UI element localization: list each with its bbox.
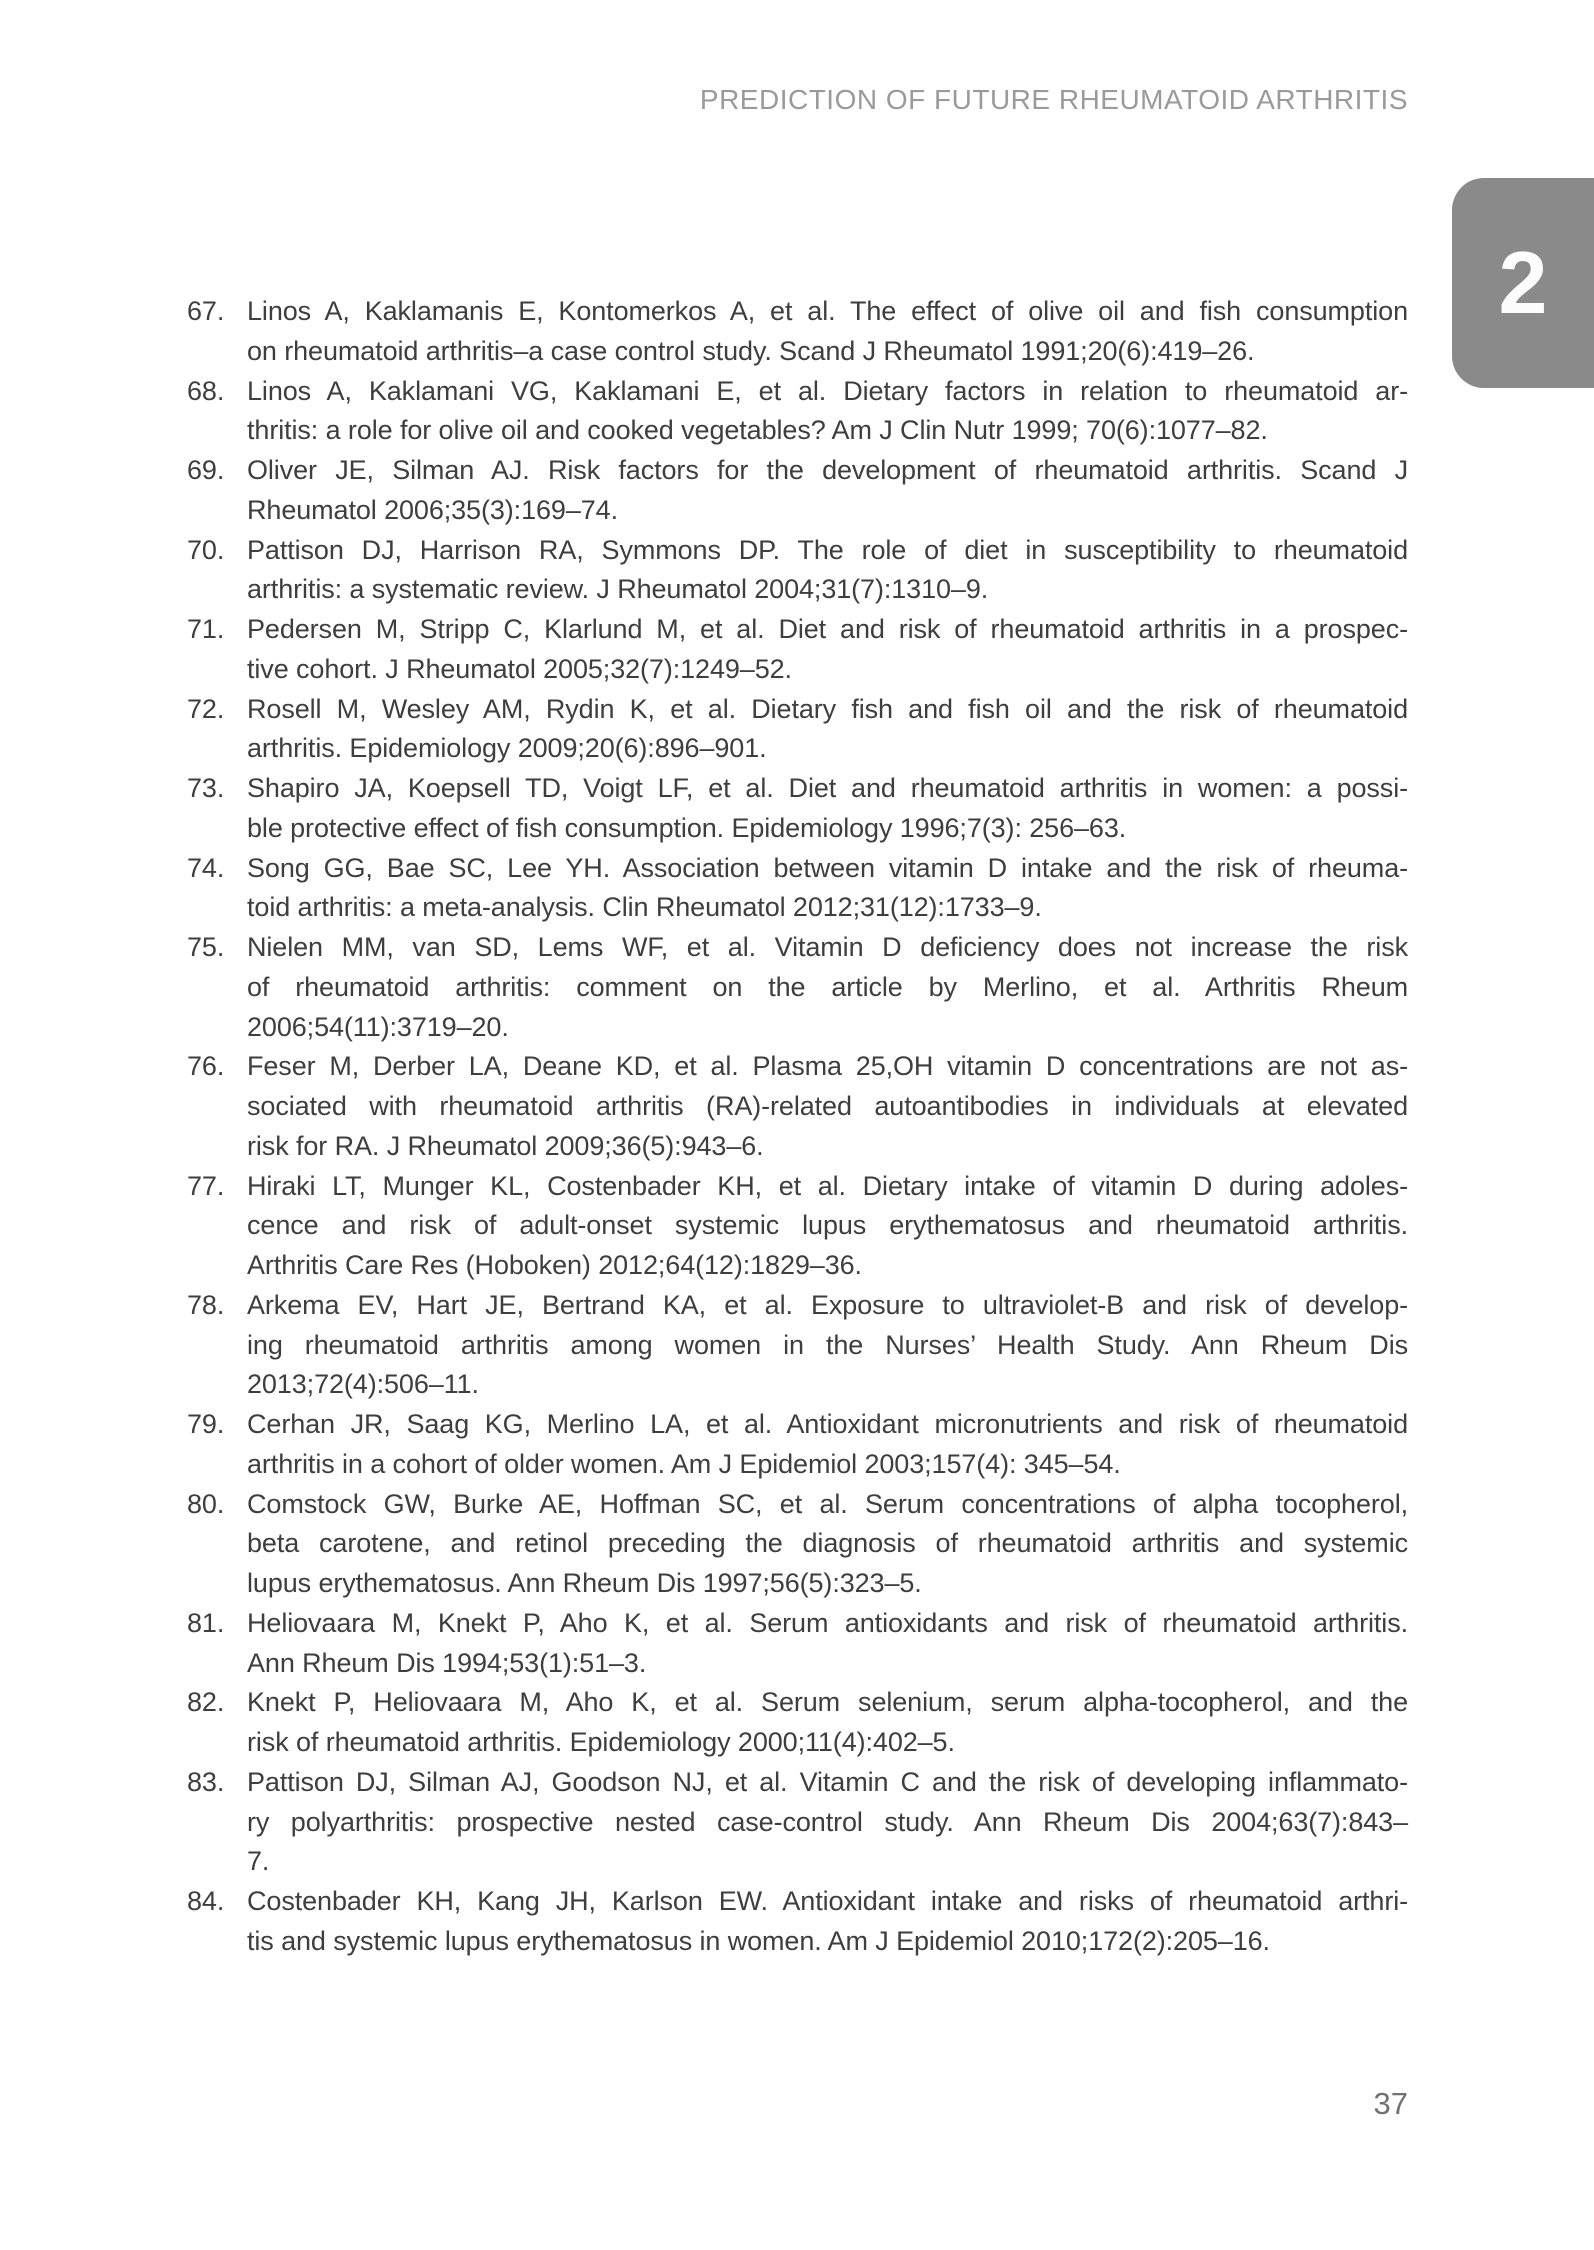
reference-text — [247, 531, 1408, 611]
reference-number: 77. — [187, 1170, 225, 1201]
reference-text — [247, 372, 1408, 452]
reference-line: Rosell M, Wesley AM, Rydin K, et al. Dietary fish and fish oil and the risk of rheumatoid — [247, 693, 1408, 724]
reference-line: thritis: a role for olive oil and cooked vegetables? Am J Clin Nutr 1999; 70(6):1077–82. — [247, 415, 1268, 446]
reference-line: Pattison DJ, Harrison RA, Symmons DP. The role of diet in susceptibility to rheumatoid — [247, 534, 1408, 565]
reference-line: lupus erythematosus. Ann Rheum Dis 1997;56(5):323–5. — [247, 1568, 922, 1598]
reference-line: Heliovaara M, Knekt P, Aho K, et al. Serum antioxidants and risk of rheumatoid arthritis. — [247, 1607, 1408, 1638]
reference-line: Arkema EV, Hart JE, Bertrand KA, et al. Exposure to ultraviolet-B and risk of develop- — [247, 1289, 1408, 1320]
chapter-number: 2 — [1498, 233, 1548, 332]
reference-item — [187, 292, 1408, 372]
reference-line: risk of rheumatoid arthritis. Epidemiology 2000;11(4):402–5. — [247, 1727, 955, 1757]
reference-text — [247, 1286, 1408, 1405]
reference-line: Feser M, Derber LA, Deane KD, et al. Plasma 25,OH vitamin D concentrations are not as- — [247, 1051, 1408, 1082]
reference-number: 84. — [187, 1886, 225, 1916]
reference-item — [187, 1047, 1408, 1166]
reference-item — [187, 849, 1408, 929]
reference-text — [247, 1763, 1408, 1882]
reference-line: Song GG, Bae SC, Lee YH. Association between vitamin D intake and the risk of rheuma- — [247, 852, 1408, 883]
reference-item — [187, 1286, 1408, 1405]
reference-line: risk for RA. J Rheumatol 2009;36(5):943–6. — [247, 1130, 764, 1161]
reference-line: Nielen MM, van SD, Lems WF, et al. Vitamin D deficiency does not increase the risk — [247, 932, 1408, 962]
reference-line: of rheumatoid arthritis: comment on the article by Merlino, et al. Arthritis Rheum — [247, 971, 1408, 1002]
reference-text — [247, 1604, 1408, 1684]
reference-number: 67. — [187, 296, 225, 326]
reference-text — [247, 1485, 1408, 1604]
reference-text — [247, 928, 1408, 1047]
reference-text — [247, 451, 1408, 531]
reference-text — [247, 292, 1408, 372]
reference-item — [187, 610, 1408, 690]
reference-item — [187, 451, 1408, 531]
reference-item — [187, 1763, 1408, 1882]
reference-line: Cerhan JR, Saag KG, Merlino LA, et al. Antioxidant micronutrients and risk of rheumatoid — [247, 1409, 1408, 1439]
reference-item — [187, 690, 1408, 770]
reference-text — [247, 1683, 1408, 1763]
reference-line: Hiraki LT, Munger KL, Costenbader KH, et al. Dietary intake of vitamin D during adoles- — [247, 1170, 1408, 1201]
reference-number: 72. — [187, 693, 225, 724]
reference-item — [187, 1604, 1408, 1684]
reference-number: 75. — [187, 932, 225, 962]
reference-number: 79. — [187, 1409, 225, 1439]
reference-item — [187, 928, 1408, 1047]
running-header: PREDICTION OF FUTURE RHEUMATOID ARTHRITIS — [699, 84, 1408, 115]
reference-number: 71. — [187, 614, 225, 644]
reference-line: cence and risk of adult-onset systemic lupus erythematosus and rheumatoid arthritis. — [247, 1210, 1408, 1241]
reference-line: Pattison DJ, Silman AJ, Goodson NJ, et al. Vitamin C and the risk of developing inflammato- — [247, 1766, 1408, 1797]
reference-text — [247, 1405, 1408, 1485]
reference-line: Linos A, Kaklamanis E, Kontomerkos A, et al. The effect of olive oil and fish consumption — [247, 296, 1408, 326]
reference-number: 83. — [187, 1766, 225, 1797]
reference-text — [247, 1882, 1408, 1962]
reference-line: tis and systemic lupus erythematosus in women. Am J Epidemiol 2010;172(2):205–16. — [247, 1925, 1270, 1956]
chapter-tab — [1452, 178, 1594, 388]
reference-number: 73. — [187, 773, 225, 803]
reference-number: 69. — [187, 455, 225, 485]
reference-line: on rheumatoid arthritis–a case control study. Scand J Rheumatol 1991;20(6):419–26. — [247, 335, 1255, 366]
reference-text — [247, 1047, 1408, 1166]
reference-number: 82. — [187, 1687, 225, 1718]
reference-item — [187, 1683, 1408, 1763]
reference-item — [187, 531, 1408, 611]
reference-line: 2006;54(11):3719–20. — [247, 1011, 509, 1042]
reference-number: 76. — [187, 1051, 225, 1082]
reference-text — [247, 769, 1408, 849]
reference-item — [187, 1405, 1408, 1485]
page-number: 37 — [1373, 2086, 1408, 2121]
reference-line: arthritis in a cohort of older women. Am J Epidemiol 2003;157(4): 345–54. — [247, 1448, 1121, 1479]
reference-line: Ann Rheum Dis 1994;53(1):51–3. — [247, 1647, 647, 1678]
reference-item — [187, 1882, 1408, 1962]
reference-line: arthritis: a systematic review. J Rheumatol 2004;31(7):1310–9. — [247, 574, 989, 605]
reference-number: 80. — [187, 1488, 225, 1519]
reference-line: Rheumatol 2006;35(3):169–74. — [247, 494, 618, 525]
reference-line: ing rheumatoid arthritis among women in the Nurses’ Health Study. Ann Rheum Dis — [247, 1329, 1408, 1360]
reference-line: 7. — [247, 1846, 270, 1877]
reference-item — [187, 372, 1408, 452]
reference-line: beta carotene, and retinol preceding the diagnosis of rheumatoid arthritis and systemic — [247, 1528, 1408, 1559]
reference-line: Knekt P, Heliovaara M, Aho K, et al. Serum selenium, serum alpha-tocopherol, and the — [247, 1687, 1408, 1718]
reference-number: 68. — [187, 375, 225, 406]
reference-line: Comstock GW, Burke AE, Hoffman SC, et al. Serum concentrations of alpha tocopherol, — [247, 1488, 1408, 1519]
reference-line: Linos A, Kaklamani VG, Kaklamani E, et al. Dietary factors in relation to rheumatoid ar- — [247, 375, 1408, 406]
reference-number: 74. — [187, 852, 225, 883]
reference-line: arthritis. Epidemiology 2009;20(6):896–901. — [247, 733, 767, 764]
reference-number: 81. — [187, 1607, 225, 1638]
reference-number: 70. — [187, 534, 225, 565]
reference-line: Arthritis Care Res (Hoboken) 2012;64(12):1829–36. — [247, 1250, 862, 1280]
reference-line: toid arthritis: a meta-analysis. Clin Rheumatol 2012;31(12):1733–9. — [247, 892, 1042, 923]
reference-line: Costenbader KH, Kang JH, Karlson EW. Antioxidant intake and risks of rheumatoid arthri- — [247, 1886, 1408, 1916]
reference-text — [247, 849, 1408, 929]
reference-text — [247, 1167, 1408, 1286]
reference-item — [187, 769, 1408, 849]
reference-text — [247, 610, 1408, 690]
reference-item — [187, 1167, 1408, 1286]
reference-number: 78. — [187, 1289, 225, 1320]
reference-line: tive cohort. J Rheumatol 2005;32(7):1249–52. — [247, 653, 792, 684]
reference-line: Pedersen M, Stripp C, Klarlund M, et al. Diet and risk of rheumatoid arthritis in a prospec- — [247, 614, 1408, 644]
reference-item — [187, 1485, 1408, 1604]
reference-line: ble protective effect of fish consumption. Epidemiology 1996;7(3): 256–63. — [247, 812, 1127, 843]
reference-line: sociated with rheumatoid arthritis (RA)-related autoantibodies in individuals at elevated — [247, 1091, 1408, 1121]
reference-line: Shapiro JA, Koepsell TD, Voigt LF, et al. Diet and rheumatoid arthritis in women: a possi- — [247, 773, 1408, 803]
reference-list — [187, 292, 1408, 1962]
reference-line: 2013;72(4):506–11. — [247, 1369, 479, 1400]
reference-text — [247, 690, 1408, 770]
reference-line: Oliver JE, Silman AJ. Risk factors for the development of rheumatoid arthritis. Scand J — [247, 455, 1408, 485]
reference-line: ry polyarthritis: prospective nested case-control study. Ann Rheum Dis 2004;63(7):843– — [247, 1806, 1408, 1837]
